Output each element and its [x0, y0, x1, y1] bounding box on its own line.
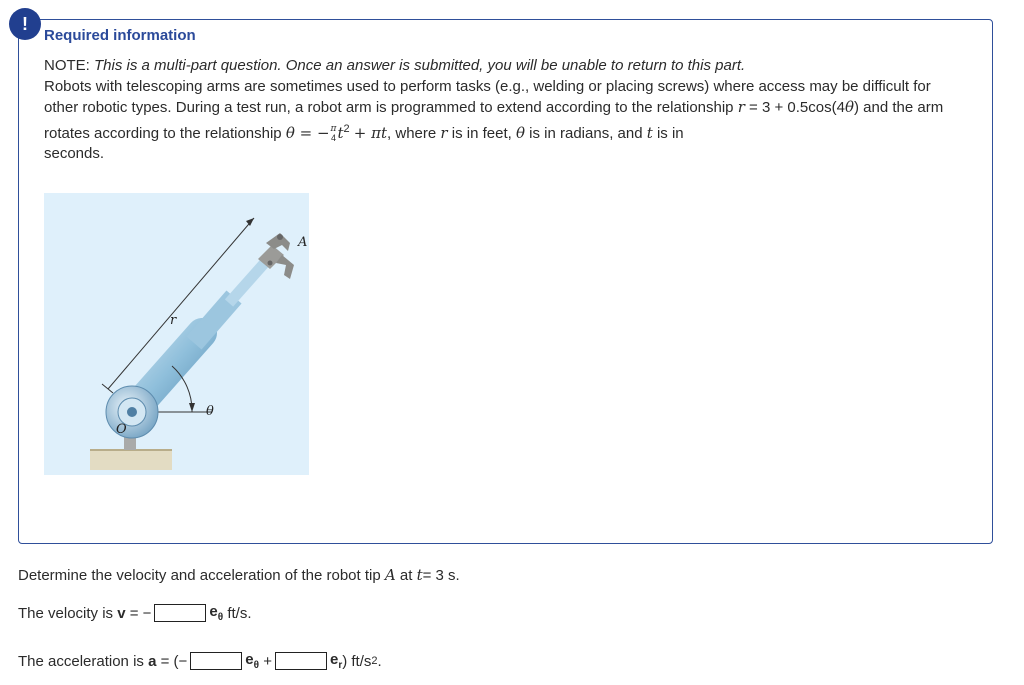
figure-background [44, 193, 309, 475]
velocity-e: e [209, 603, 218, 620]
velocity-unit-vector [209, 603, 223, 623]
note-label: NOTE: [44, 57, 90, 74]
info-text [44, 56, 944, 165]
acceleration-row [18, 651, 382, 671]
t-var: t [337, 123, 344, 142]
where-1: , where [387, 124, 437, 142]
question-t: t [416, 566, 423, 584]
acceleration-e-r [330, 651, 342, 671]
question-part-2: at [399, 567, 413, 584]
question-text [18, 566, 460, 584]
acceleration-exp: 2 [371, 655, 378, 667]
acceleration-period: . [377, 652, 382, 670]
acceleration-close: ) ft/s [342, 652, 372, 670]
where-theta: θ [515, 123, 525, 142]
velocity-prefix: The velocity is [18, 604, 114, 622]
t-exp: 2 [343, 122, 350, 135]
robot-arm-figure [44, 193, 309, 475]
alert-symbol: ! [22, 13, 28, 34]
pi-over-4 [331, 125, 337, 143]
frac-den: 4 [331, 132, 337, 143]
acceleration-plus: + [263, 652, 272, 670]
r-symbol: r [737, 98, 745, 116]
question-A: A [384, 566, 396, 584]
ground-base [90, 450, 172, 470]
label-r: r [170, 313, 177, 328]
theta-symbol: θ [844, 98, 854, 116]
where-3: is in radians, and [529, 124, 643, 142]
acc-e2: e [329, 651, 339, 668]
where-4: is in [656, 124, 684, 142]
acceleration-r-input[interactable] [275, 652, 327, 670]
velocity-unit: ft/s. [227, 604, 252, 622]
question-part-1: Determine the velocity and acceleration of the robot tip [18, 567, 381, 584]
note-text: This is a multi-part question. Once an answer is submitted, you will be unable to return to this part. [94, 57, 746, 74]
velocity-row [18, 603, 252, 623]
r-expr-rest: ) and the arm rotates according to the relationship [44, 99, 944, 142]
label-theta: θ [206, 404, 214, 419]
where-r: r [440, 123, 448, 142]
label-O: O [116, 422, 127, 437]
velocity-v: v [117, 604, 126, 622]
acceleration-theta-input[interactable] [190, 652, 242, 670]
theta-eq-lhs: θ = − [285, 123, 330, 142]
acceleration-a: a [148, 652, 157, 670]
where-t: t [646, 123, 653, 142]
problem-paragraph: Robots with telescoping arms are sometimes used to perform tasks (e.g., welding or placing screws) where access may be difficult for other robotic types. During a test run, a robot arm is programmed to extend according to the relationship [44, 77, 931, 116]
velocity-e-sub: θ [217, 612, 224, 623]
seconds-text: seconds. [44, 145, 105, 162]
acceleration-eq: = (− [160, 652, 188, 670]
acc-e1: e [245, 651, 254, 668]
acc-e1-sub: θ [253, 660, 260, 671]
acceleration-prefix: The acceleration is [18, 652, 144, 670]
question-part-3: = 3 s. [422, 567, 460, 584]
velocity-eq: = − [129, 604, 152, 622]
where-2: is in feet, [451, 124, 512, 142]
acceleration-e-theta [245, 651, 259, 671]
acc-e2-sub: r [338, 660, 343, 671]
alert-icon [9, 8, 41, 40]
r-expr-part: = 3 + [749, 99, 784, 116]
r-expr-cos: 0.5cos(4 [787, 99, 845, 116]
label-A: A [298, 235, 308, 250]
hub-pin [127, 407, 137, 417]
theta-eq-rest: + πt [353, 123, 388, 142]
frac-num: π [330, 123, 337, 134]
velocity-input[interactable] [154, 604, 206, 622]
info-title: Required information [44, 27, 196, 44]
